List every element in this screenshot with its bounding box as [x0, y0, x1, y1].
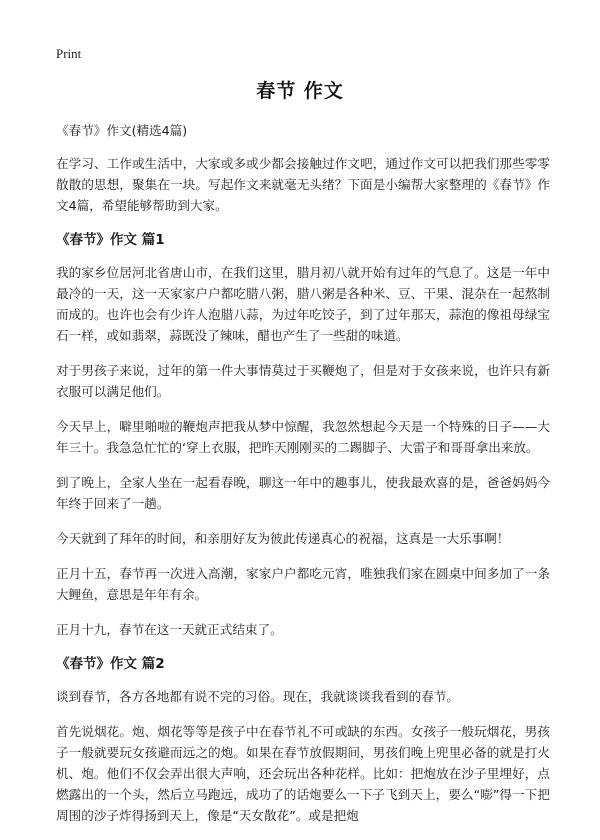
page-title: 春节 作文 [256, 80, 344, 102]
paragraph: 我的家乡位居河北省唐山市，在我们这里，腊月初八就开始有过年的气息了。这是一年中最冷的一天，这一天家家户户都吃腊八粥，腊八粥是各种米、豆、干果、混杂在一起熬制而成的。也许也会有少许人泡腊八蒜，为过年吃饺子，到了过年那天，蒜泡的像祖母绿宝石一样，或如翡翠，蒜既没了辣味，醋也产生了一些甜的味道。 [56, 265, 550, 343]
paragraph: 对于男孩子来说，过年的第一件大事情莫过于买鞭炮了，但是对于女孩来说，也许只有新衣服可以满足他们。 [56, 363, 550, 399]
paragraph: 谈到春节，各方各地都有说不完的习俗。现在，我就谈谈我看到的春节。 [56, 689, 459, 704]
section-heading: 《春节》作文 篇2 [56, 656, 165, 672]
paragraph: 今天就到了拜年的时间，和亲朋好友为彼此传递真心的祝福，这真是一大乐事啊！ [56, 531, 510, 546]
paragraph: 到了晚上，全家人坐在一起看春晚，聊这一年中的趣事儿，使我最欢喜的是，爸爸妈妈今年终于回来了一趟。 [56, 475, 550, 511]
paragraph: 首先说烟花。炮、烟花等等是孩子中在春节礼不可或缺的东西。女孩子一般玩烟花，男孩子一般就要玩女孩避而远之的炮。如果在春节放假期间，男孩们晚上兜里必备的就是打火机、炮。他们不仅会弄出很大声响，还会玩出各种花样。比如：把炮放在沙子里埋好，点燃露出的一个头，然后立马跑远，成功了的话炮要么一下子飞到天上，要么“嘭”得一下把周围的沙子炸得扬到天上，像是“天女散花”。或是把炮 [56, 724, 550, 823]
article-subtitle: 《春节》作文(精选4篇) [56, 123, 188, 138]
section-heading: 《春节》作文 篇1 [56, 232, 165, 248]
paragraph: 正月十九，春节在这一天就正式结束了。 [56, 622, 283, 637]
article-body [56, 120, 550, 840]
paragraph: 正月十五，春节再一次进入高潮，家家户户都吃元宵，唯独我们家在圆桌中间多加了一条大鲤鱼，意思是年年有余。 [56, 566, 550, 602]
intro-paragraph: 在学习、工作或生活中，大家或多或少都会接触过作文吧，通过作文可以把我们那些零零散散的思想，聚集在一块。写起作文来就毫无头绪？下面是小编帮大家整理的《春节》作文4篇，希望能够帮助到大家。 [56, 156, 550, 213]
print-link[interactable]: Print [56, 46, 82, 61]
paragraph: 今天早上，噼里啪啦的鞭炮声把我从梦中惊醒，我忽然想起今天是一个特殊的日子——大年三十。我急急忙忙的‘穿上衣服，把昨天刚刚买的二踢脚子、大雷子和哥哥拿出来放。 [56, 419, 550, 455]
